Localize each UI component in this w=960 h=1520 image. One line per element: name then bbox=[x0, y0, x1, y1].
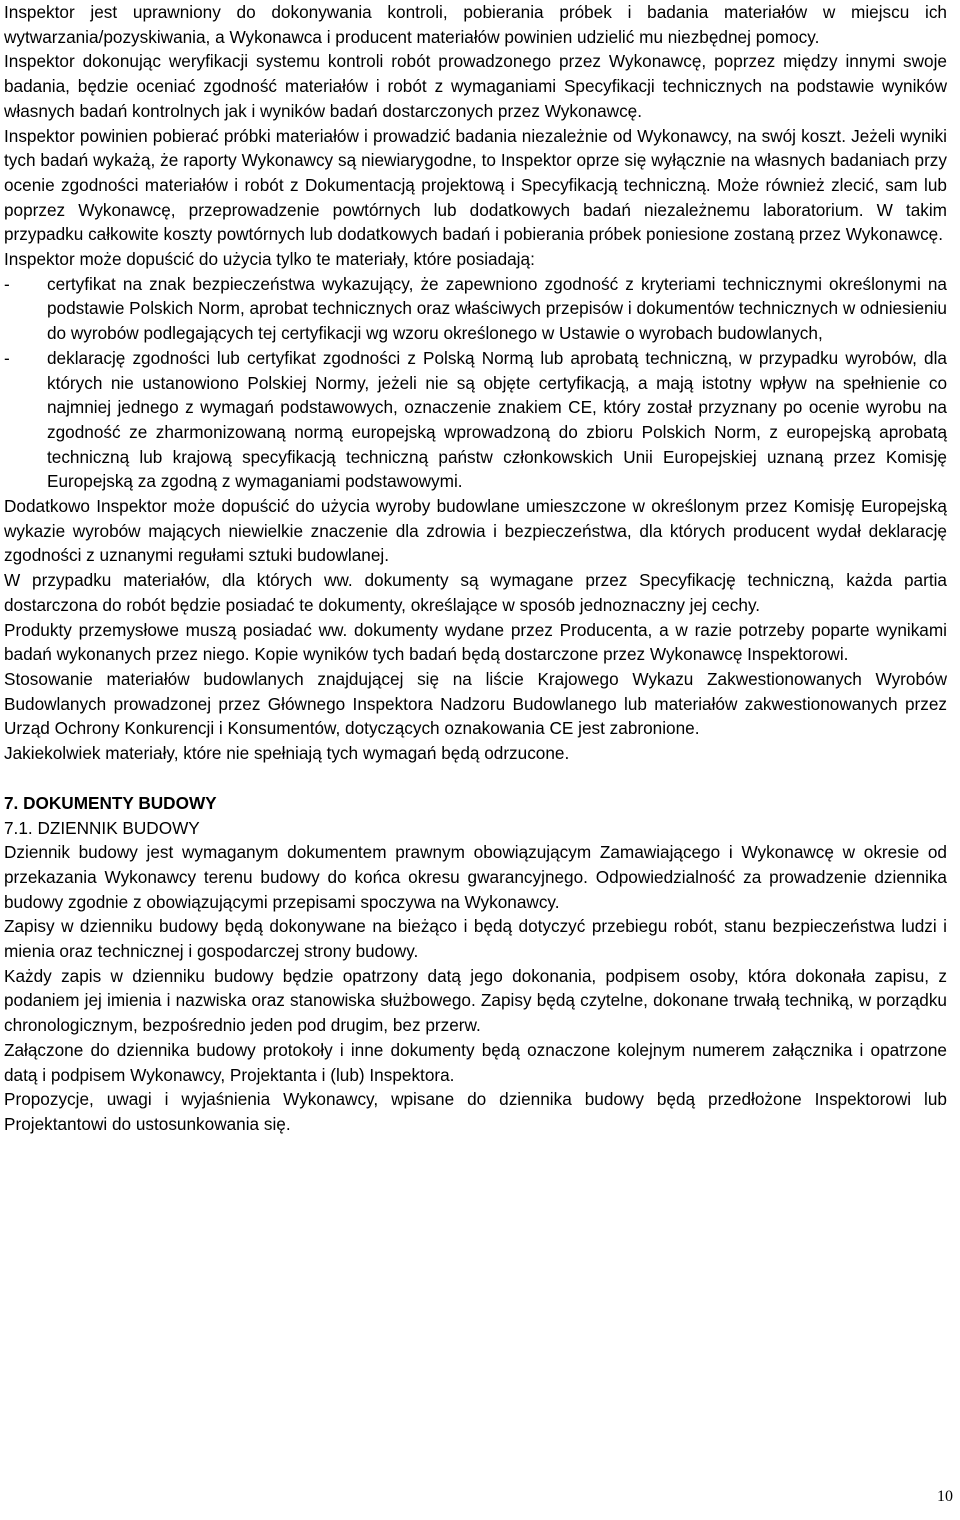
paragraph-entry-signature: Każdy zapis w dzienniku budowy będzie opatrzony datą jego dokonania, podpisem osoby, która dokonała zapisu, z podaniem jej imienia i nazwiska oraz stanowiska służbowego. Zapisy będą czytelne, dokonane trwałą techniką, w porządku chronologicznym, bezpośrednio jeden pod drugim, bez przerw. bbox=[4, 965, 947, 1036]
paragraph-proposals: Propozycje, uwagi i wyjaśnienia Wykonawcy, wpisane do dziennika budowy będą przedłożone Inspektorowi lub Projektantowi do ustosunkowania się. bbox=[4, 1089, 947, 1134]
list-item-text: certyfikat na znak bezpieczeństwa wykazujący, że zapewniono zgodność z kryteriami technicznymi określonymi na podstawie Polskich Norm, aprobat technicznych oraz właściwych przepisów i dokumentów technicznych w odniesieniu do wyrobów podlegających tej certyfikacji wg wzoru określonego w Ustawie o wyrobach budowlanych, bbox=[47, 273, 947, 344]
list-item bbox=[4, 346, 947, 494]
paragraph-diary-entries: Zapisy w dzienniku budowy będą dokonywane na bieżąco i będą dotyczyć przebiegu robót, stanu bezpieczeństwa ludzi i mienia oraz technicznej i gospodarczej strony budowy. bbox=[4, 916, 947, 962]
list-dash: - bbox=[4, 273, 10, 294]
paragraph-inspector-rights: Inspektor jest uprawniony do dokonywania kontroli, pobierania próbek i badania materiałów w miejscu ich wytwarzania/pozyskiwania, a Wykonawca i producent materiałów powinien udzielić mu niezbędnej pomocy. bbox=[4, 2, 947, 47]
section-heading: 7. DOKUMENTY BUDOWY bbox=[4, 792, 217, 813]
paragraph-attachments: Załączone do dziennika budowy protokoły i inne dokumenty będą oznaczone kolejnym numerem załącznika i opatrzone datą i podpisem Wykonawcy, Projektanta i (lub) Inspektora. bbox=[4, 1039, 947, 1085]
paragraph-batch-documents: W przypadku materiałów, dla których ww. dokumenty są wymagane przez Specyfikację techniczną, każda partia dostarczona do robót będzie posiadać te dokumenty, określające w sposób jednoznaczny jej cechy. bbox=[4, 570, 947, 615]
document-page bbox=[4, 0, 947, 1137]
list-dash: - bbox=[4, 347, 10, 368]
paragraph-rejected-materials: Jakiekolwiek materiały, które nie spełniają tych wymagań będą odrzucone. bbox=[4, 743, 570, 764]
list-item bbox=[4, 272, 947, 346]
requirements-list bbox=[4, 272, 947, 494]
paragraph-prohibited-materials: Stosowanie materiałów budowlanych znajdującej się na liście Krajowego Wykazu Zakwestionowanych Wyrobów Budowlanych prowadzonej przez Głównego Inspektora Nadzoru Budowlanego lub materiałów zakwestionowanych przez Urząd Ochrony Konkurencji i Konsumentów, dotyczących oznakowania CE jest zabronione. bbox=[4, 668, 947, 739]
subsection-heading: 7.1. DZIENNIK BUDOWY bbox=[4, 817, 200, 838]
paragraph-allowed-materials-intro: Inspektor może dopuścić do użycia tylko te materiały, które posiadają: bbox=[4, 249, 535, 270]
paragraph-additional-products: Dodatkowo Inspektor może dopuścić do użycia wyroby budowlane umieszczone w określonym przez Komisję Europejską wykazie wyrobów mających niewielkie znaczenie dla zdrowia i bezpieczeństwa, dla których producent wydał deklarację zgodności z uznanymi regułami sztuki budowlanej. bbox=[4, 496, 947, 566]
paragraph-inspector-sampling: Inspektor powinien pobierać próbki materiałów i prowadzić badania niezależnie od Wykonawcy, na swój koszt. Jeżeli wyniki tych badań wykażą, że raporty Wykonawcy są niewiarygodne, to Inspektor oprze się wyłącznie na własnych badaniach przy ocenie zgodności materiałów i robót z Dokumentacją projektową i Specyfikacją techniczną. Może również zlecić, sam lub poprzez Wykonawcę, przeprowadzenie powtórnych lub dodatkowych badań niezależnemu laboratorium. W takim przypadku całkowite koszty powtórnych lub dodatkowych badań i pobierania próbek poniesione zostaną przez Wykonawcę. bbox=[4, 125, 947, 245]
list-item-text: deklarację zgodności lub certyfikat zgodności z Polską Normą lub aprobatą techniczną, w przypadku wyrobów, dla których nie ustanowiono Polskiej Normy, jeżeli nie są objęte certyfikacją, a mają istotny wpływ na spełnienie co najmniej jednego z wymagań podstawowych, oznaczenie znakiem CE, który został przyznany po ocenie wyrobu na zgodność ze zharmonizowaną normą europejską wprowadzoną do zbioru Polskich Norm, z europejską aprobatą techniczną lub krajową specyfikacją techniczną państw członkowskich Unii Europejskiej uznaną przez Komisję Europejską za zgodną z wymaganiami podstawowymi. bbox=[47, 347, 947, 492]
page-number: 10 bbox=[937, 1488, 953, 1505]
paragraph-diary-definition: Dziennik budowy jest wymaganym dokumentem prawnym obowiązującym Zamawiającego i Wykonawcę w okresie od przekazania Wykonawcy terenu budowy do końca okresu gwarancyjnego. Odpowiedzialność za prowadzenie dziennika budowy zgodnie z obowiązującymi przepisami spoczywa na Wykonawcy. bbox=[4, 842, 947, 912]
paragraph-inspector-verification: Inspektor dokonując weryfikacji systemu kontroli robót prowadzonego przez Wykonawcę, poprzez między innymi swoje badania, będzie oceniać zgodność materiałów i robót z wymaganiami Specyfikacji technicznych na podstawie wyników własnych badań kontrolnych jak i wyników badań dostarczonych przez Wykonawcę. bbox=[4, 51, 947, 121]
paragraph-industrial-products: Produkty przemysłowe muszą posiadać ww. dokumenty wydane przez Producenta, a w razie potrzeby poparte wynikami badań wykonanych przez niego. Kopie wyników tych badań będą dostarczone przez Wykonawcę Inspektorowi. bbox=[4, 619, 947, 665]
